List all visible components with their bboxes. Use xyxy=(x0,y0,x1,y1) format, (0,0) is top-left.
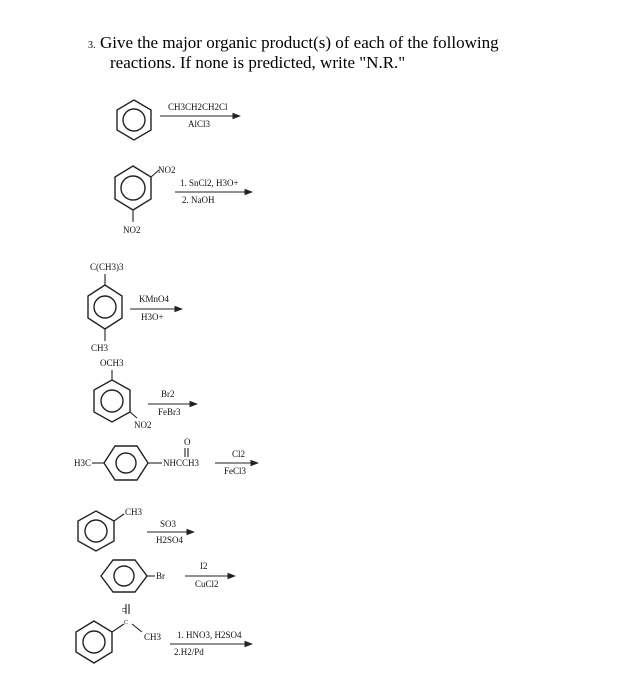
question-text-line-2: reactions. If none is predicted, write "N.R." xyxy=(110,53,406,72)
reagent-below: CuCl2 xyxy=(195,579,219,589)
nitro-group: NO2 xyxy=(134,420,152,430)
question-number: 3. xyxy=(88,40,96,51)
benzene-ring xyxy=(78,511,114,551)
question-text-line-1: Give the major organic product(s) of each of the following xyxy=(100,33,499,52)
benzene-ring xyxy=(76,621,112,663)
reaction-4 xyxy=(94,358,197,430)
reagent-above: Br2 xyxy=(161,389,175,399)
reagent-above: 1. SnCl2, H3O+ xyxy=(180,178,239,188)
reagent-above: KMnO4 xyxy=(139,294,170,304)
reaction-8 xyxy=(76,604,252,663)
bond xyxy=(112,624,124,632)
reaction-7 xyxy=(101,560,235,592)
reagent-above: CH3CH2CH2Cl xyxy=(168,102,228,112)
benzene-ring xyxy=(115,166,151,210)
bond xyxy=(114,514,124,521)
reagent-below: AlCl3 xyxy=(188,119,211,129)
tert-butyl-group: C(CH3)3 xyxy=(90,262,124,272)
reaction-5 xyxy=(74,437,258,480)
benzene-ring xyxy=(101,560,147,592)
methyl-group: CH3 xyxy=(125,507,143,517)
reagent-above: SO3 xyxy=(160,519,177,529)
reagent-below: FeBr3 xyxy=(158,407,181,417)
reaction-1 xyxy=(117,100,240,140)
methyl-group: CH3 xyxy=(91,343,109,353)
reagent-above: 1. HNO3, H2SO4 xyxy=(177,630,242,640)
reagent-below: 2. NaOH xyxy=(182,195,215,205)
acetamido-group: NHCCH3 xyxy=(163,458,200,468)
reaction-6 xyxy=(78,507,194,551)
benzene-ring xyxy=(88,285,122,329)
carbonyl-oxygen: O xyxy=(184,437,191,447)
reaction-3 xyxy=(88,262,182,353)
methyl-group: H3C xyxy=(74,458,92,468)
methoxy-group: OCH3 xyxy=(100,358,124,368)
bond xyxy=(130,412,137,418)
nitro-group-top: NO2 xyxy=(158,165,176,175)
nitro-group-bottom: NO2 xyxy=(123,225,141,235)
bromo-group: Br xyxy=(156,571,165,581)
carbonyl-carbon: C xyxy=(124,620,129,626)
benzene-ring xyxy=(94,380,130,422)
reagent-above: I2 xyxy=(200,561,208,571)
reagent-above: Cl2 xyxy=(232,449,246,459)
reagent-below: FeCl3 xyxy=(224,466,247,476)
bond xyxy=(132,624,142,632)
carbonyl-oxygen: O xyxy=(122,607,128,612)
reagent-below: H2SO4 xyxy=(156,535,184,545)
reagent-below: 2.H2/Pd xyxy=(174,647,204,657)
reaction-2 xyxy=(115,165,252,235)
benzene-ring xyxy=(117,100,151,140)
methyl-group: CH3 xyxy=(144,632,162,642)
reagent-below: H3O+ xyxy=(141,312,164,322)
benzene-ring xyxy=(104,446,148,480)
